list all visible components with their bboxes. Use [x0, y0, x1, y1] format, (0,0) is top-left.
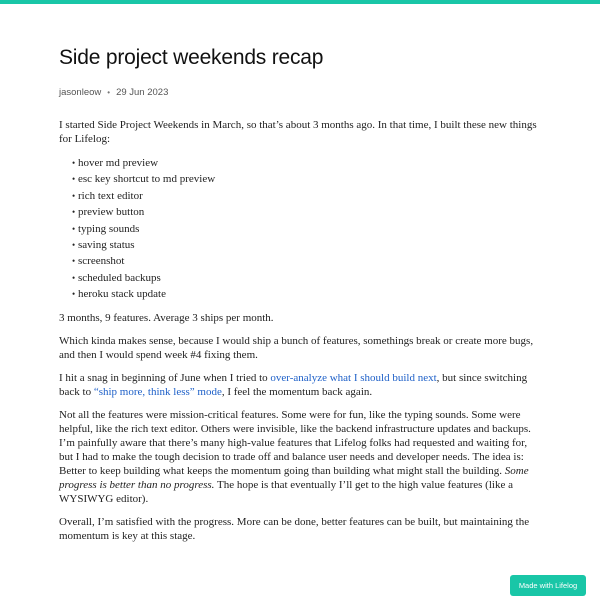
post-date: 29 Jun 2023 — [116, 87, 169, 98]
feature-list — [59, 155, 541, 303]
paragraph-overall: Overall, I’m satisfied with the progress. More can be done, better features can be built, but maintaining the momentum is key at this stage. — [59, 515, 530, 542]
made-with-lifelog-button[interactable]: Made with Lifelog — [510, 575, 586, 596]
post-meta — [59, 86, 541, 100]
list-item: • rich text editor — [72, 188, 541, 204]
snag-text-before: I hit a snag in beginning of June when I tried to — [59, 371, 271, 384]
list-item: • heroku stack update — [72, 286, 541, 302]
list-item: • typing sounds — [72, 221, 541, 237]
features-text-after: The hope is that eventually I’ll get to the high value features (like a WYSIWYG editor). — [59, 478, 513, 505]
paragraph-intro: I started Side Project Weekends in March, so that’s about 3 months ago. In that time, I built these new things for Lifelog: — [59, 119, 537, 145]
snag-text-after: , I feel the momentum back again. — [221, 385, 373, 398]
meta-separator: • — [107, 88, 111, 97]
paragraph-summary: 3 months, 9 features. Average 3 ships per month. — [59, 311, 274, 324]
features-text-before: Not all the features were mission-critical features. Some were for fun, like the typing sounds. Some were helpful, like the rich text editor. Others were invisible, like the backend infrastructure updates and backups. I’m painfully aware that there’s many high-value features that Lifelog folks had requested and waiting for, but I had to make the tough decision to trade off and balance user needs and developer needs. The idea is: Better to keep building what keeps the momentum going than building what might stall the building. — [59, 408, 531, 477]
post-title: Side project weekends recap — [59, 46, 324, 69]
post-body — [59, 118, 541, 543]
top-accent-bar — [0, 0, 600, 4]
paragraph-snag — [59, 371, 541, 399]
list-item: • screenshot — [72, 253, 541, 269]
list-item: • esc key shortcut to md preview — [72, 171, 541, 187]
snag-text-middle: , but since switching back to — [59, 371, 528, 398]
link-ship-more[interactable]: “ship more, think less” mode — [93, 385, 222, 398]
list-item: • scheduled backups — [72, 270, 541, 286]
post-author[interactable]: jasonleow — [59, 87, 102, 98]
list-item: • hover md preview — [72, 155, 541, 171]
post-article — [59, 44, 541, 552]
features-emphasis: Some progress is better than no progress. — [59, 464, 529, 491]
paragraph-sense: Which kinda makes sense, because I would ship a bunch of features, somethings break or create more bugs, and then I would spend week #4 fixing them. — [59, 334, 534, 361]
list-item: • saving status — [72, 237, 541, 253]
list-item: • preview button — [72, 204, 541, 220]
link-over-analyze[interactable]: over-analyze what I should build next — [270, 371, 437, 384]
paragraph-features — [59, 408, 541, 506]
